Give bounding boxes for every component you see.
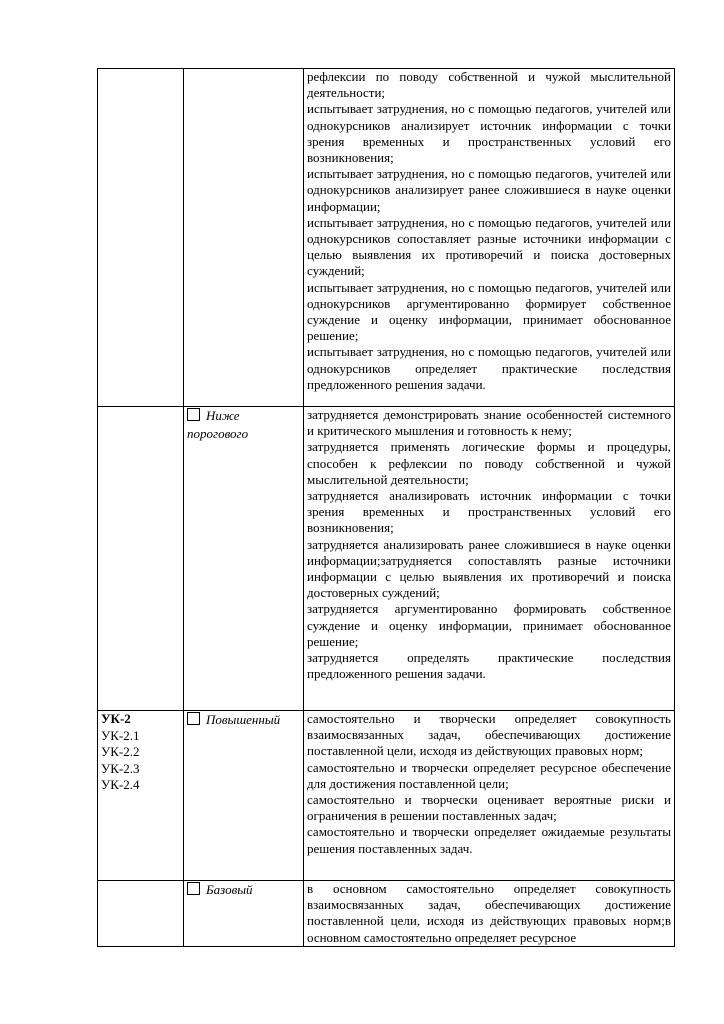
description-item: испытывает затруднения, но с помощью педагогов, учителей или однокурсников сопоставляет разные источники информации с целью выявления их противоречий и поиска достоверных суждений;: [307, 214, 671, 279]
level-cell: [184, 69, 304, 407]
code-cell: [98, 69, 184, 407]
table-row: [98, 407, 675, 711]
description-item: рефлексии по поводу собственной и чужой мыслительной деятельности;: [307, 69, 671, 101]
competency-table: [97, 68, 675, 947]
description-item: испытывает затруднения, но с помощью педагогов, учителей или однокурсников анализирует ранее сложившиеся в науке оценки информации;: [307, 166, 671, 214]
competency-code: УК-2: [101, 711, 131, 726]
description-item: самостоятельно и творчески определяет ресурсное обеспечение для достижения поставленной цели;: [307, 759, 671, 791]
table-row: [98, 881, 675, 947]
table-row: [98, 69, 675, 407]
checkbox[interactable]: [187, 408, 200, 421]
description-item: затрудняется демонстрировать знание особенностей системного и критического мышления и готовность к нему;: [307, 407, 671, 439]
description-item: самостоятельно и творчески определяет ожидаемые результаты решения поставленных задач.: [307, 824, 671, 856]
description-item: испытывает затруднения, но с помощью педагогов, учителей или однокурсников определяет практические последствия предложенного решения задачи.: [307, 344, 671, 392]
indicator-code: УК-2.1: [101, 727, 140, 743]
table-row: [98, 711, 675, 881]
description-item: испытывает затруднения, но с помощью педагогов, учителей или однокурсников анализирует источник информации с точки зрения временных и пространственных условий его возникновения;: [307, 101, 671, 166]
level-label: Повышенный: [206, 712, 281, 727]
level-label: Базовый: [206, 882, 253, 897]
description-cell: [304, 407, 675, 711]
description-cell: [304, 69, 675, 407]
description-item: затрудняется анализировать источник информации с точки зрения временных и пространственных условий его возникновения;: [307, 488, 671, 536]
level-cell: [184, 711, 304, 881]
description-item: самостоятельно и творчески оценивает вероятные риски и ограничения в решении поставленных задач;: [307, 792, 671, 824]
description-cell: [304, 881, 675, 947]
checkbox[interactable]: [187, 882, 200, 895]
code-cell: [98, 711, 184, 881]
indicator-code: УК-2.4: [101, 777, 140, 792]
description-cell: [304, 711, 675, 881]
level-label-line2: порогового: [187, 426, 249, 441]
indicator-code: УК-2.2: [101, 744, 140, 759]
code-cell: [98, 407, 184, 711]
level-cell: [184, 881, 304, 947]
description-item: затрудняется анализировать ранее сложившиеся в науке оценки информации;затрудняется сопоставлять разные источники информации с целью выявления их противоречий и поиска достоверных суждений;: [307, 536, 671, 601]
checkbox[interactable]: [187, 712, 200, 725]
description-item: затрудняется аргументированно формировать собственное суждение и оценку информации, принимает обоснованное решение;: [307, 601, 671, 649]
indicator-code: УК-2.3: [101, 760, 140, 776]
description-item: испытывает затруднения, но с помощью педагогов, учителей или однокурсников аргументированно формирует собственное суждение и оценку информации, принимает обоснованное решение;: [307, 279, 671, 344]
description-item: в основном самостоятельно определяет совокупность взаимосвязанных задач, обеспечивающих достижение поставленной цели, исходя из действующих правовых норм;в основном самостоятельно определяет ресурсное: [307, 881, 671, 945]
description-item: затрудняется применять логические формы и процедуры, способен к рефлексии по поводу собственной и чужой мыслительной деятельности;: [307, 439, 671, 487]
code-cell: [98, 881, 184, 947]
level-cell: [184, 407, 304, 711]
description-item: затрудняется определять практические последствия предложенного решения задачи.: [307, 650, 671, 682]
level-label: Ниже: [206, 408, 240, 423]
description-item: самостоятельно и творчески определяет совокупность взаимосвязанных задач, обеспечивающих достижение поставленной цели, исходя из действующих правовых норм;: [307, 711, 671, 759]
